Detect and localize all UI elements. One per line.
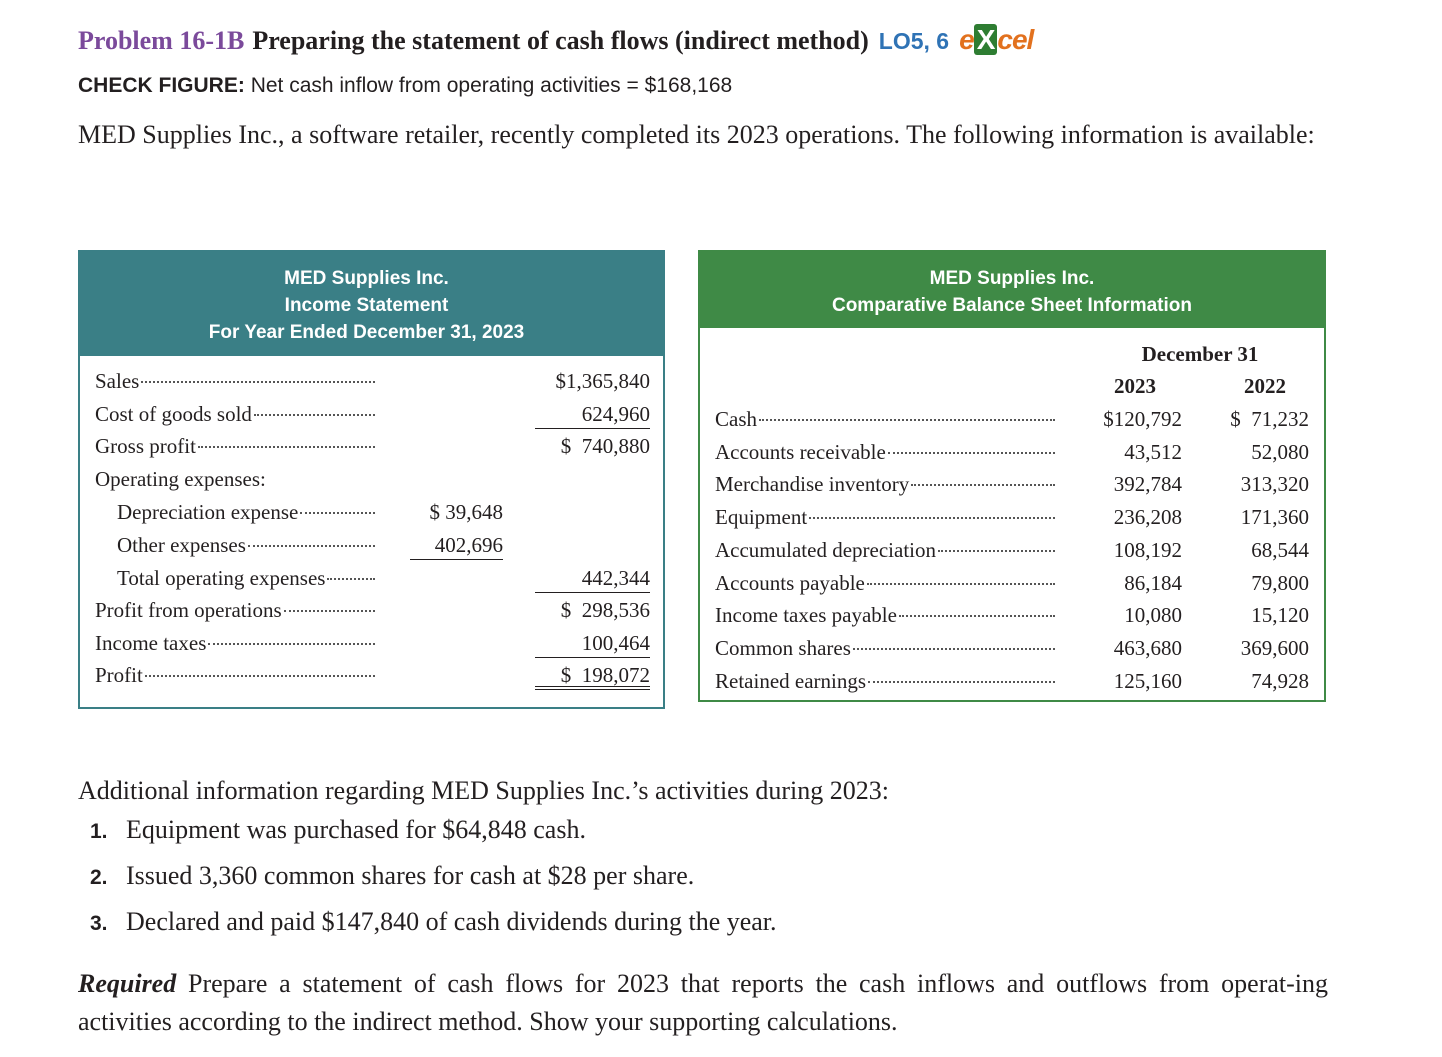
date-header: December 31 bbox=[1141, 342, 1259, 366]
year-2023-header: 2023 bbox=[1114, 374, 1156, 398]
excel-logo bbox=[959, 24, 1033, 55]
mid-amount: $ 39,648 bbox=[429, 500, 503, 524]
item-text: Issued 3,360 common shares for cash at $28 per share. bbox=[126, 861, 695, 890]
leader-dots bbox=[327, 578, 375, 580]
right-amount: $1,365,840 bbox=[555, 369, 650, 393]
leader-dots bbox=[911, 484, 1055, 486]
item-number: 2. bbox=[90, 866, 108, 889]
right-amount: 624,960 bbox=[535, 399, 650, 429]
income-statement-row bbox=[80, 660, 663, 690]
balance-sheet-row bbox=[700, 568, 1324, 598]
row-label bbox=[715, 404, 1055, 434]
right-amount: $ 298,536 bbox=[560, 598, 650, 622]
row-label bbox=[117, 497, 375, 527]
row-label bbox=[95, 595, 375, 625]
value-2022: 74,928 bbox=[1251, 668, 1309, 693]
balance-sheet-row bbox=[700, 437, 1324, 467]
leader-dots bbox=[809, 517, 1055, 519]
row-label bbox=[95, 431, 375, 461]
intro-paragraph: MED Supplies Inc., a software retailer, recently completed its 2023 operations. The following information is available: bbox=[78, 120, 1315, 149]
learning-objectives: LO5, 6 bbox=[878, 28, 950, 54]
balance-sheet-row bbox=[700, 404, 1324, 434]
row-label bbox=[95, 628, 375, 658]
row-label-text: Retained earnings bbox=[715, 668, 867, 693]
income-statement-row bbox=[80, 595, 663, 625]
row-label-text: Accounts payable bbox=[715, 570, 865, 595]
check-figure-label: CHECK FIGURE: bbox=[78, 74, 245, 97]
value-2022: 171,360 bbox=[1240, 505, 1309, 530]
row-label-text: Cost of goods sold bbox=[95, 402, 252, 426]
row-label-text: Merchandise inventory bbox=[715, 472, 910, 497]
income-statement-company: MED Supplies Inc. bbox=[284, 268, 449, 289]
item-number: 3. bbox=[90, 912, 108, 935]
row-label-text: Income taxes bbox=[95, 631, 207, 655]
income-statement-row bbox=[80, 366, 663, 396]
required-paragraph bbox=[78, 965, 1328, 1041]
row-label bbox=[715, 600, 1055, 630]
leader-dots bbox=[300, 512, 375, 514]
value-2023: 43,512 bbox=[1124, 439, 1182, 464]
leader-dots bbox=[853, 648, 1055, 650]
income-statement-title: Income Statement bbox=[284, 295, 449, 316]
additional-info-item bbox=[90, 811, 586, 849]
row-label bbox=[715, 469, 1055, 499]
value-2022: 52,080 bbox=[1251, 439, 1309, 464]
balance-sheet-row bbox=[700, 666, 1324, 696]
required-text: Prepare a statement of cash flows for 2023 that reports the cash inflows and outflows from operat-ing activities according to the indirect method. Show your supporting calculations. bbox=[78, 969, 1329, 1036]
row-label bbox=[117, 530, 375, 560]
value-2023: 392,784 bbox=[1113, 472, 1182, 497]
check-figure-text: Net cash inflow from operating activities = $168,168 bbox=[250, 74, 733, 97]
row-label bbox=[715, 666, 1055, 696]
row-label-text: Profit from operations bbox=[95, 598, 282, 622]
mid-amount: 402,696 bbox=[410, 530, 503, 560]
row-label-text: Cash bbox=[715, 407, 757, 431]
required-label: Required bbox=[78, 969, 177, 998]
row-label-text: Other expenses bbox=[117, 533, 246, 557]
income-statement-row bbox=[80, 563, 663, 593]
item-text: Equipment was purchased for $64,848 cash. bbox=[126, 815, 586, 844]
leader-dots bbox=[867, 583, 1055, 585]
row-label bbox=[95, 660, 375, 690]
check-figure bbox=[78, 74, 1078, 104]
problem-title: Preparing the statement of cash flows (indirect method) bbox=[252, 26, 869, 55]
value-2022: 68,544 bbox=[1251, 537, 1309, 562]
additional-info-intro: Additional information regarding MED Supplies Inc.’s activities during 2023: bbox=[78, 776, 889, 805]
value-2023: 125,160 bbox=[1113, 668, 1182, 693]
right-amount: $ 740,880 bbox=[560, 434, 650, 458]
balance-sheet-row bbox=[700, 502, 1324, 532]
value-2023: 463,680 bbox=[1113, 635, 1182, 660]
leader-dots bbox=[899, 615, 1055, 617]
row-label-text: Operating expenses: bbox=[95, 467, 266, 491]
leader-dots bbox=[145, 675, 375, 677]
value-2022: $ 71,232 bbox=[1230, 407, 1309, 431]
row-label-text: Accumulated depreciation bbox=[715, 537, 936, 562]
problem-heading bbox=[78, 24, 1378, 64]
excel-x-mark: X bbox=[974, 24, 998, 55]
income-statement-row bbox=[80, 530, 663, 560]
row-label bbox=[715, 502, 1055, 532]
leader-dots bbox=[759, 419, 1055, 421]
income-statement-row bbox=[80, 431, 663, 461]
balance-sheet-header bbox=[700, 252, 1324, 328]
row-label bbox=[117, 563, 375, 593]
item-number: 1. bbox=[90, 820, 108, 843]
balance-sheet-row bbox=[700, 469, 1324, 499]
leader-dots bbox=[248, 545, 375, 547]
balance-sheet-panel bbox=[698, 250, 1326, 702]
row-label-text: Depreciation expense bbox=[117, 500, 299, 524]
problem-number: Problem 16-1B bbox=[78, 26, 245, 55]
value-2022: 79,800 bbox=[1251, 570, 1309, 595]
row-label-text: Equipment bbox=[715, 505, 808, 530]
value-2022: 15,120 bbox=[1251, 603, 1309, 628]
row-label-text: Profit bbox=[95, 663, 143, 687]
row-label bbox=[715, 633, 1055, 663]
additional-info-item bbox=[90, 857, 694, 895]
balance-sheet-company: MED Supplies Inc. bbox=[929, 268, 1095, 289]
row-label-text: Sales bbox=[95, 369, 140, 393]
right-amount: 442,344 bbox=[535, 563, 650, 593]
value-2023: 86,184 bbox=[1124, 570, 1182, 595]
row-label bbox=[715, 437, 1055, 467]
income-statement-row bbox=[80, 399, 663, 429]
excel-logo-text: e X cel bbox=[959, 24, 1034, 55]
leader-dots bbox=[208, 643, 375, 645]
balance-sheet-row bbox=[700, 535, 1324, 565]
value-2023: 10,080 bbox=[1124, 603, 1182, 628]
income-statement-header bbox=[80, 252, 663, 356]
right-amount: 100,464 bbox=[535, 628, 650, 658]
item-text: Declared and paid $147,840 of cash dividends during the year. bbox=[126, 907, 777, 936]
row-label-text: Income taxes payable bbox=[715, 603, 897, 628]
value-2022: 313,320 bbox=[1240, 472, 1309, 497]
balance-sheet-row bbox=[700, 600, 1324, 630]
value-2023: 108,192 bbox=[1113, 537, 1182, 562]
leader-dots bbox=[141, 381, 375, 383]
additional-info-item bbox=[90, 903, 777, 941]
balance-sheet-row bbox=[700, 633, 1324, 663]
row-label bbox=[95, 399, 375, 429]
income-statement-panel bbox=[78, 250, 665, 709]
income-statement-row bbox=[80, 628, 663, 658]
row-label-text: Common shares bbox=[715, 635, 851, 660]
leader-dots bbox=[938, 550, 1055, 552]
leader-dots bbox=[254, 414, 375, 416]
year-2022-header: 2022 bbox=[1244, 374, 1286, 398]
value-2023: 236,208 bbox=[1113, 505, 1182, 530]
row-label bbox=[715, 568, 1055, 598]
balance-sheet-title: Comparative Balance Sheet Information bbox=[831, 295, 1193, 316]
leader-dots bbox=[888, 452, 1055, 454]
income-statement-period: For Year Ended December 31, 2023 bbox=[208, 322, 525, 343]
row-label bbox=[715, 535, 1055, 565]
row-label bbox=[95, 464, 375, 494]
leader-dots bbox=[868, 681, 1055, 683]
income-statement-row bbox=[80, 497, 663, 527]
leader-dots bbox=[284, 610, 375, 612]
value-2022: 369,600 bbox=[1240, 635, 1309, 660]
row-label-text: Total operating expenses bbox=[117, 566, 326, 590]
leader-dots bbox=[198, 446, 375, 448]
income-statement-row bbox=[80, 464, 663, 494]
row-label bbox=[95, 366, 375, 396]
row-label-text: Gross profit bbox=[95, 434, 196, 458]
right-amount: $ 198,072 bbox=[535, 660, 650, 690]
row-label-text: Accounts receivable bbox=[715, 439, 886, 464]
value-2023: $120,792 bbox=[1103, 407, 1182, 431]
